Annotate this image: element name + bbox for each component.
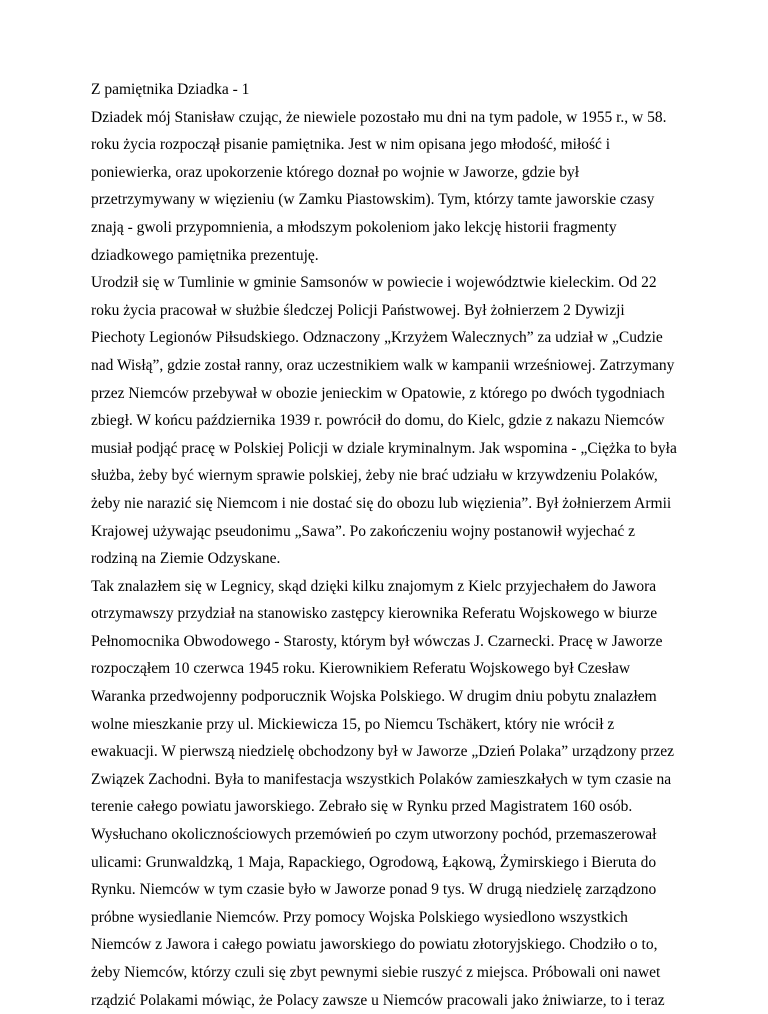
text-line: Krajowej używając pseudonimu „Sawa”. Po zakończeniu wojny postanowił wyjechać z (91, 522, 636, 540)
text-line: poniewierka, oraz upokorzenie którego doznał po wojnie w Jaworze, gdzie był (91, 163, 580, 181)
document-body (91, 76, 691, 1014)
text-line: wolne mieszkanie przy ul. Mickiewicza 15, po Niemcu Tschäkert, który nie wrócił z (91, 715, 615, 733)
text-line: terenie całego powiatu jaworskiego. Zebrało się w Rynku przed Magistratem 160 osób. (91, 798, 633, 816)
document-title: Z pamiętnika Dziadka - 1 (91, 81, 250, 98)
text-line: nad Wisłą”, gdzie został ranny, oraz uczestnikiem walk w kampanii wrześniowej. Zatrzymany (91, 356, 675, 374)
text-line: znają - gwoli przypomnienia, a młodszym pokoleniom jako lekcję historii fragmenty (91, 218, 617, 236)
text-line: służba, żeby być wiernym sprawie polskiej, żeby nie brać udziału w krzywdzeniu Polaków, (91, 467, 658, 485)
text-line: rodziną na Ziemie Odzyskane. (91, 550, 281, 568)
text-line: Rynku. Niemców w tym czasie było w Jaworze ponad 9 tys. W drugą niedzielę zarządzono (91, 881, 657, 899)
text-line: roku życia pracował w służbie śledczej Policji Państwowej. Był żołnierzem 2 Dywizji (91, 301, 625, 319)
text-line: Piechoty Legionów Piłsudskiego. Odznaczony „Krzyżem Walecznych” za udział w „Cudzie (91, 329, 663, 347)
text-line: żeby nie narazić się Niemcom i nie dostać się do obozu lub więzienia”. Był żołnierzem Armii (91, 494, 672, 512)
text-line: żeby Niemców, którzy czuli się zbyt pewnymi siebie ruszyć z miejsca. Próbowali oni nawet (91, 964, 661, 981)
text-line: Tak znalazłem się w Legnicy, skąd dzięki kilku znajomym z Kielc przyjechałem do Jawora (91, 577, 657, 595)
text-line: musiał podjąć pracę w Polskiej Policji w dziale kryminalnym. Jak wspomina - „Ciężka to była (91, 439, 677, 457)
text-line: rządzić Polakami mówiąc, że Polacy zawsze u Niemców pracowali jako żniwiarze, to i teraz (91, 991, 665, 1009)
text-line: Związek Zachodni. Była to manifestacja wszystkich Polaków zamieszkałych w tym czasie na (91, 770, 672, 788)
text-line: Dziadek mój Stanisław czując, że niewiele pozostało mu dni na tym padole, w 1955 r., w 58. (91, 108, 667, 126)
text-line: próbne wysiedlanie Niemców. Przy pomocy Wojska Polskiego wysiedlono wszystkich (91, 908, 628, 926)
text-line: przez Niemców przebywał w obozie jenieckim w Opatowie, z którego po dwóch tygodniach (91, 384, 665, 402)
text-line: roku życia rozpoczął pisanie pamiętnika. Jest w nim opisana jego młodość, miłość i (91, 136, 611, 154)
text-line: Niemców z Jawora i całego powiatu jaworskiego do powiatu złotoryjskiego. Chodziło o to, (91, 936, 658, 954)
text-line: Pełnomocnika Obwodowego - Starosty, którym był wówczas J. Czarnecki. Pracę w Jaworze (91, 632, 663, 650)
text-line: zbiegł. W końcu października 1939 r. powrócił do domu, do Kielc, gdzie z nakazu Niemców (91, 412, 665, 430)
text-line: ulicami: Grunwaldzką, 1 Maja, Rapackiego, Ogrodową, Łąkową, Żymirskiego i Bieruta do (91, 853, 657, 871)
text-line: otrzymawszy przydział na stanowisko zastępcy kierownika Referatu Wojskowego w biurze (91, 605, 658, 623)
text-line: dziadkowego pamiętnika prezentuję. (91, 246, 319, 264)
text-line: Urodził się w Tumlinie w gminie Samsonów w powiecie i województwie kieleckim. Od 22 (91, 274, 657, 292)
text-line: przetrzymywany w więzieniu (w Zamku Piastowskim). Tym, którzy tamte jaworskie czasy (91, 191, 655, 209)
text-line: Wysłuchano okolicznościowych przemówień po czym utworzony pochód, przemaszerował (91, 826, 657, 844)
text-line: rozpocząłem 10 czerwca 1945 roku. Kierownikiem Referatu Wojskowego był Czesław (91, 660, 631, 678)
text-line: ewakuacji. W pierwszą niedzielę obchodzony był w Jaworze „Dzień Polaka” urządzony przez (91, 743, 675, 761)
text-line: Waranka przedwojenny podporucznik Wojska Polskiego. W drugim dniu pobytu znalazłem (91, 688, 657, 706)
